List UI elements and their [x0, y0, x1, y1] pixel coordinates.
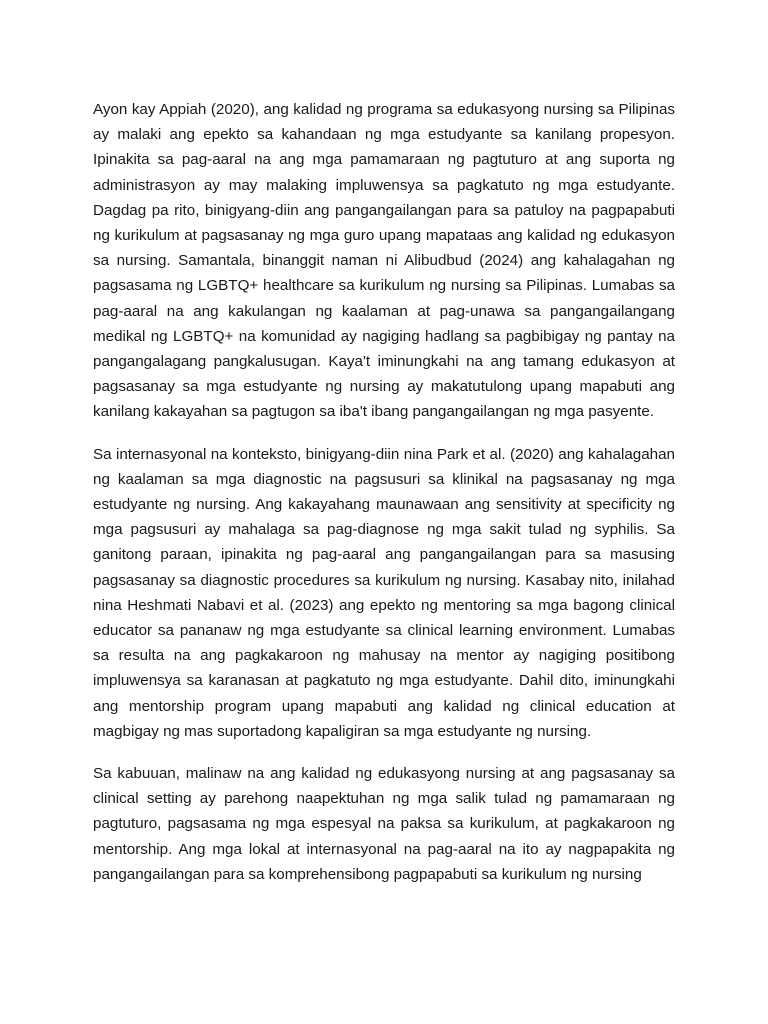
- document-body: [93, 97, 675, 904]
- paragraph-2: Sa internasyonal na konteksto, binigyang-diin nina Park et al. (2020) ang kahalagahan ng kaalaman sa mga diagnostic na pagsusuri sa klinikal na pagsasanay ng mga estudyante ng nursing. Ang kakayahang maunawaan ang sensitivity at specificity ng mga pagsusuri ay mahalaga sa pag-diagnose ng mga sakit tulad ng syphilis. Sa ganitong paraan, ipinakita ng pag-aaral ang pangangailangan para sa masusing pagsasanay sa diagnostic procedures sa kurikulum ng nursing. Kasabay nito, inilahad nina Heshmati Nabavi et al. (2023) ang epekto ng mentoring sa mga bagong clinical educator sa pananaw ng mga estudyante sa clinical learning environment. Lumabas sa resulta na ang pagkakaroon ng mahusay na mentor ay nagiging positibong impluwensya sa karanasan at pagkatuto ng mga estudyante. Dahil dito, iminungkahi ang mentorship program upang mapabuti ang kalidad ng clinical education at magbigay ng mas suportadong kapaligiran sa mga estudyante ng nursing.: [93, 445, 675, 740]
- paragraph-3: Sa kabuuan, malinaw na ang kalidad ng edukasyong nursing at ang pagsasanay sa clinical setting ay parehong naapektuhan ng mga salik tulad ng pamamaraan ng pagtuturo, pagsasama ng mga espesyal na paksa sa kurikulum, at pagkakaroon ng mentorship. Ang mga lokal at internasyonal na pag-aaral na ito ay nagpapakita ng pangangailangan para sa komprehensibong pagpapabuti sa kurikulum ng nursing: [93, 765, 675, 883]
- paragraph-1: Ayon kay Appiah (2020), ang kalidad ng programa sa edukasyong nursing sa Pilipinas ay malaki ang epekto sa kahandaan ng mga estudyante sa kanilang propesyon. Ipinakita sa pag-aaral na ang mga pamamaraan ng pagtuturo at ang suporta ng administrasyon ay may malaking impluwensya sa pagkatuto ng mga estudyante. Dagdag pa rito, binigyang-diin ang pangangailangan para sa patuloy na pagpapabuti ng kurikulum at pagsasanay ng mga guro upang mapataas ang kalidad ng edukasyon sa nursing. Samantala, binanggit naman ni Alibudbud (2024) ang kahalagahan ng pagsasama ng LGBTQ+ healthcare sa kurikulum ng nursing sa Pilipinas. Lumabas sa pag-aaral na ang kakulangan ng kaalaman at pag-unawa sa pangangailangang medikal ng LGBTQ+ na komunidad ay nagiging hadlang sa pagbibigay ng pantay na pangangalagang pangkalusugan. Kaya't iminungkahi na ang tamang edukasyon at pagsasanay sa mga estudyante ng nursing ay makatutulong upang mapabuti ang kanilang kakayahan sa pagtugon sa iba't ibang pangangailangan ng mga pasyente.: [93, 101, 675, 421]
